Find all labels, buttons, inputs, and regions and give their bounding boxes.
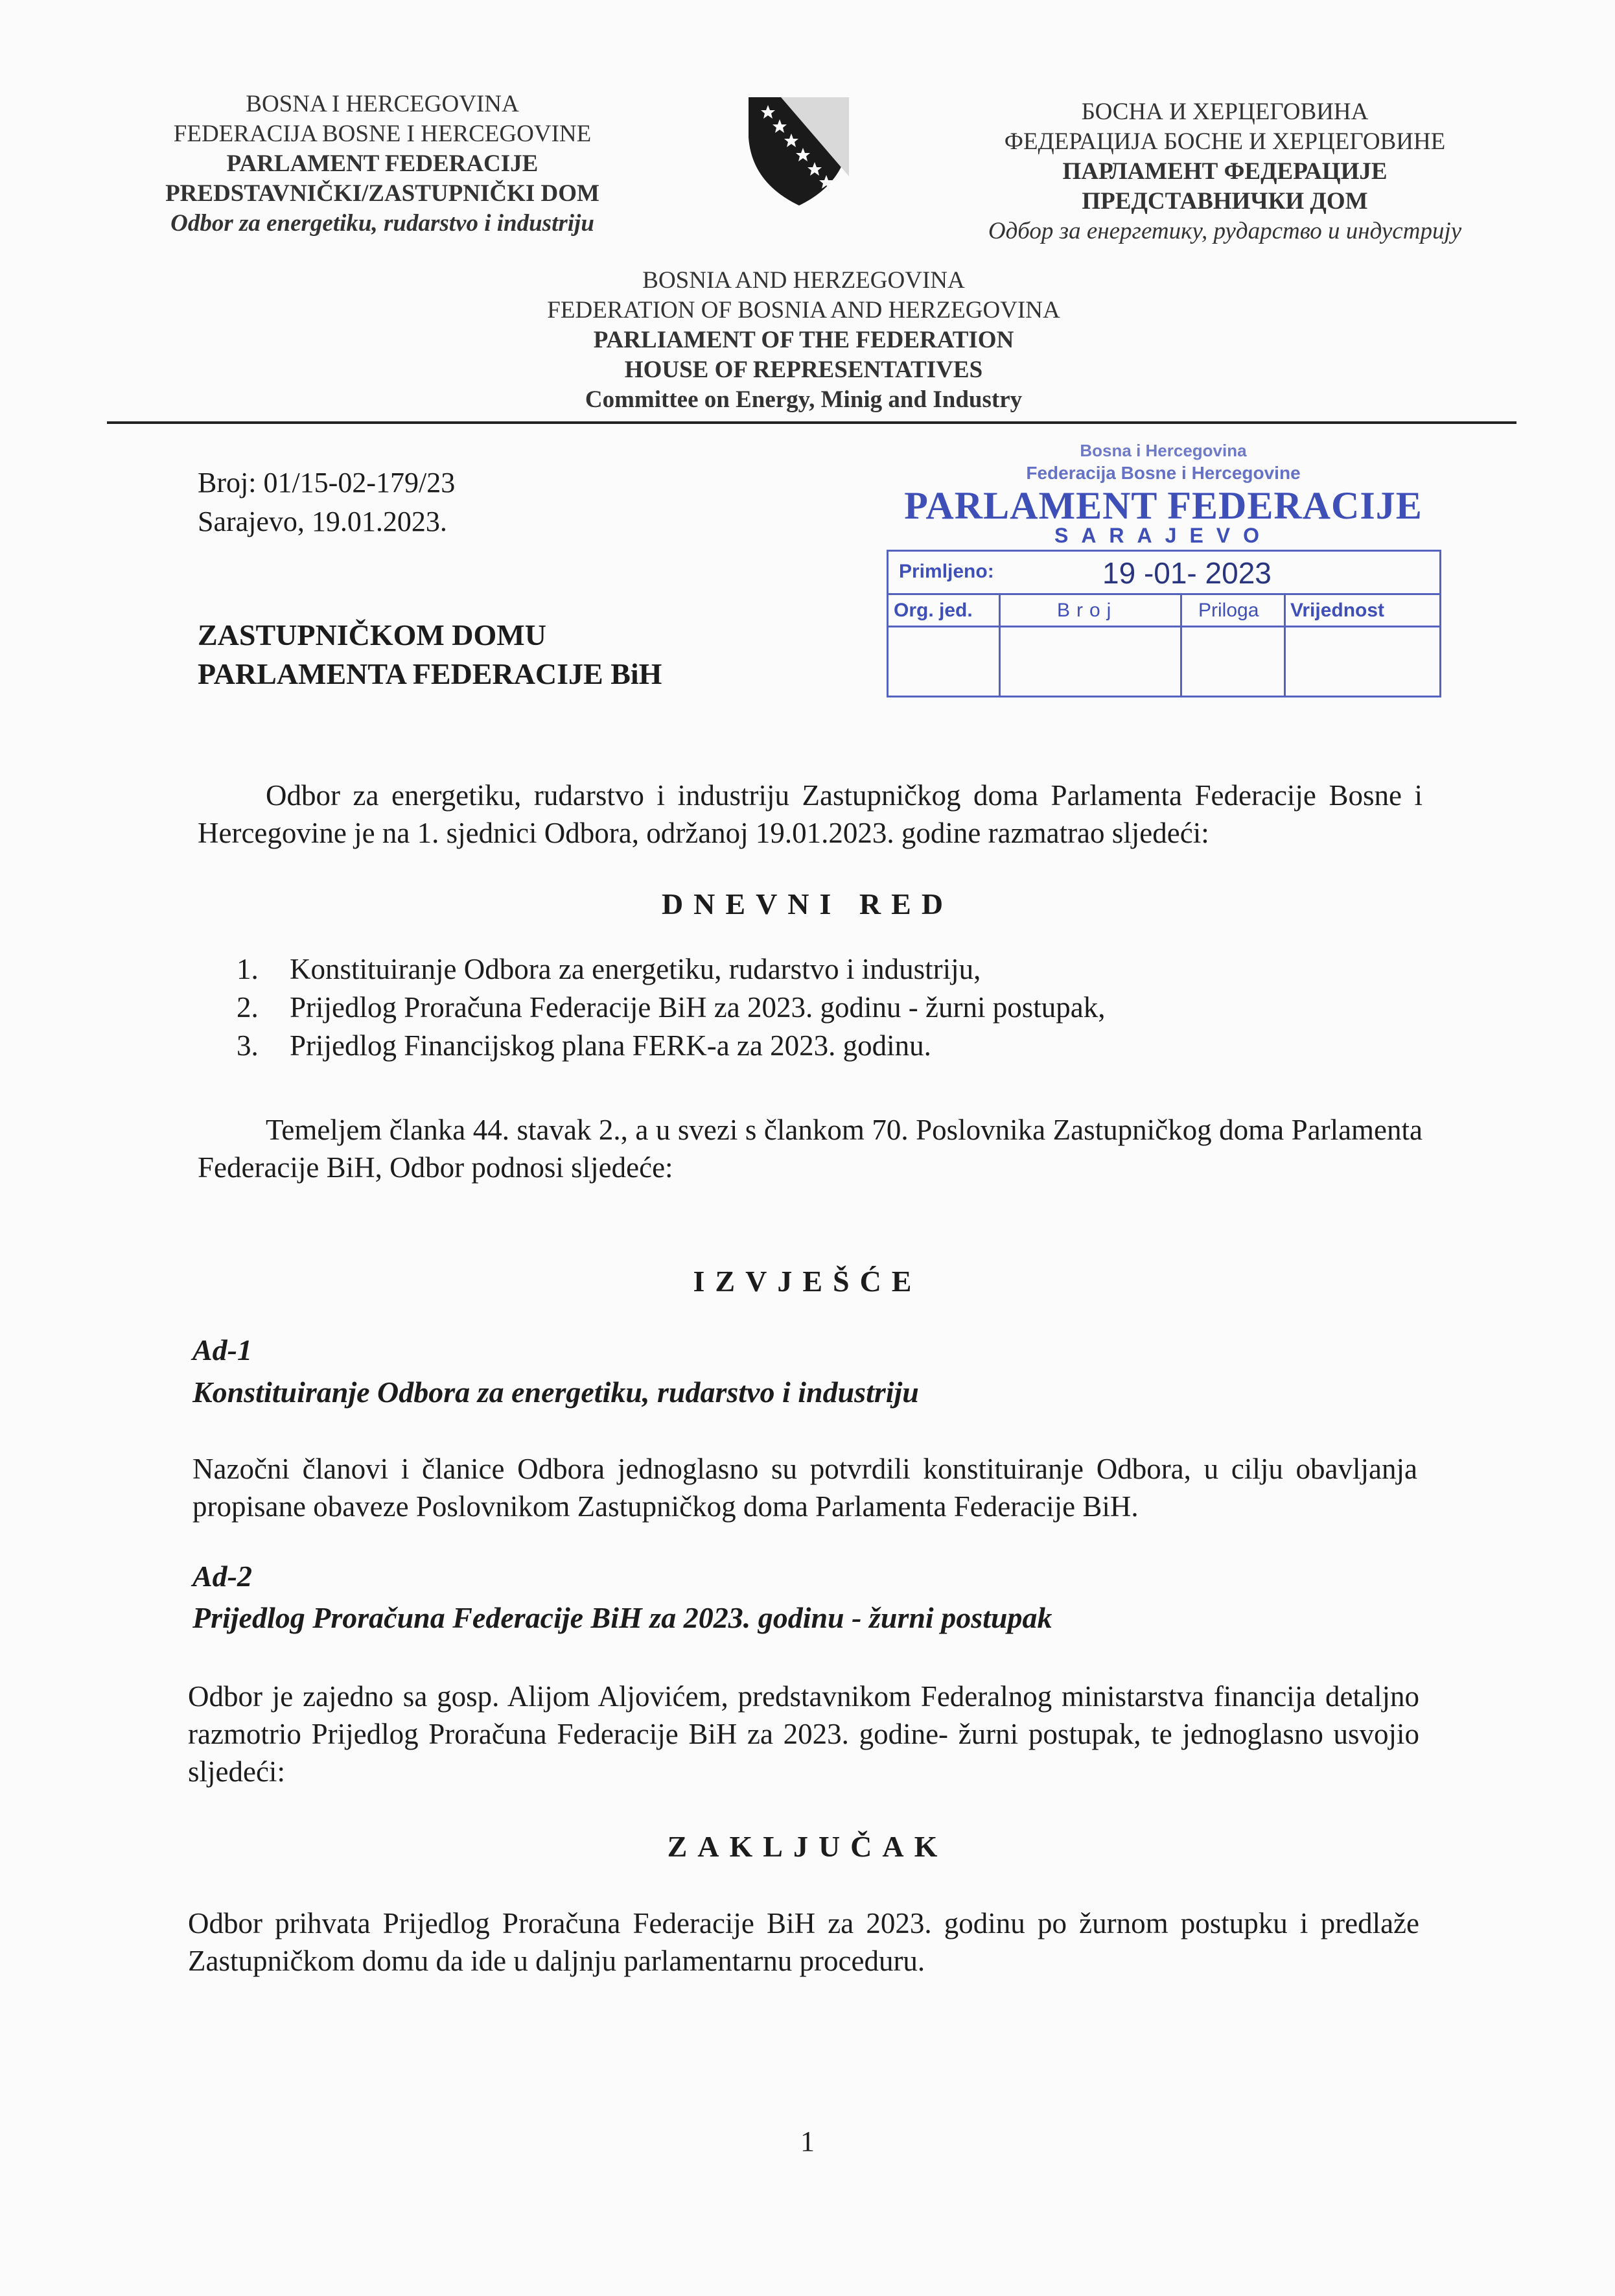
stamp-city: SARAJEVO (1054, 524, 1273, 547)
agenda-item: 3. Prijedlog Financijskog plana FERK-a za 2023. godinu. (237, 1029, 931, 1062)
received-stamp (881, 441, 1445, 707)
addressee (198, 616, 662, 694)
agenda-item: 2. Prijedlog Proračuna Federacije BiH za 2023. godinu - žurni postupak, (237, 991, 1106, 1024)
stamp-table (887, 550, 1441, 697)
ad1-title: Konstituiranje Odbora za energetiku, rudarstvo i industriju (192, 1376, 919, 1409)
header-house-cyr: ПРЕДСТАВНИЧКИ ДОМ (1082, 188, 1368, 215)
stamp-received-date: 19 -01- 2023 (1102, 556, 1272, 590)
conclusion-title: ZAKLJUČAK (667, 1830, 948, 1863)
ad2-label: Ad-2 (192, 1560, 252, 1593)
header-country-en: BOSNIA AND HERZEGOVINA (642, 267, 965, 294)
header-federation-cyr: ФЕДЕРАЦИЈА БОСНЕ И ХЕРЦЕГОВИНЕ (1004, 128, 1446, 155)
document-number: Broj: 01/15-02-179/23 (198, 467, 456, 498)
addressee-line1: ZASTUPNIČKOM DOMU (198, 618, 546, 651)
header-country: BOSNA I HERCEGOVINA (246, 91, 519, 117)
header-committee: Odbor za energetiku, rudarstvo i industriju (170, 210, 594, 237)
stamp-col-org: Org. jed. (894, 600, 973, 621)
document-meta (198, 463, 455, 541)
ad2-text: Odbor je zajedno sa gosp. Alijom Aljovićem, predstavnikom Federalnog ministarstva financija detaljno razmotrio Prijedlog Proračuna Federacije BiH za 2023. godine- žurni postupak, te jednoglasno usvojio sljedeći: (188, 1680, 1419, 1788)
stamp-parliament: PARLAMENT FEDERACIJE (904, 484, 1423, 527)
ad2-title: Prijedlog Proračuna Federacije BiH za 2023. godinu - žurni postupak (192, 1601, 1052, 1634)
stamp-country: Bosna i Hercegovina (1080, 441, 1247, 460)
header-english (480, 266, 1128, 415)
intro-paragraph: Odbor za energetiku, rudarstvo i industriju Zastupničkog doma Parlamenta Federacije Bosne i Hercegovine je na 1. sjednici Odbora, održanoj 19.01.2023. godine razmatrao sljedeći: (198, 779, 1423, 849)
header-federation: FEDERACIJA BOSNE I HERCEGOVINE (173, 121, 592, 147)
basis-paragraph: Temeljem članka 44. stavak 2., a u svezi s člankom 70. Poslovnika Zastupničkog doma Parlamenta Federacije BiH, Odbor podnosi sljedeće: (198, 1114, 1423, 1184)
header-house: PREDSTAVNIČKI/ZASTUPNIČKI DOM (165, 180, 599, 207)
header-cyrillic (933, 97, 1516, 246)
report-title: IZVJEŠĆE (693, 1265, 922, 1298)
page-number: 1 (800, 2126, 815, 2157)
coat-of-arms-icon (742, 92, 855, 209)
agenda-item: 1. Konstituiranje Odbora za energetiku, rudarstvo i industriju, (237, 953, 981, 985)
stamp-col-number: Broj (1057, 600, 1118, 621)
agenda-list (237, 950, 1105, 1065)
stamp-federation: Federacija Bosne i Hercegovine (1026, 463, 1301, 483)
header-committee-cyr: Одбор за енергетику, рударство и индустрију (988, 218, 1462, 244)
document-place-date: Sarajevo, 19.01.2023. (198, 506, 447, 537)
header-federation-en: FEDERATION OF BOSNIA AND HERZEGOVINA (547, 297, 1060, 323)
ad1-label: Ad-1 (192, 1333, 252, 1366)
conclusion-text: Odbor prihvata Prijedlog Proračuna Federacije BiH za 2023. godinu po žurnom postupku i predlaže Zastupničkom domu da ide u daljnju parlamentarnu proceduru. (188, 1907, 1419, 1977)
header-parliament: PARLAMENT FEDERACIJE (226, 150, 539, 177)
header-committee-en: Committee on Energy, Minig and Industry (585, 386, 1023, 413)
header-latin (123, 89, 642, 239)
header-house-en: HOUSE OF REPRESENTATIVES (624, 357, 983, 383)
stamp-received-label: Primljeno: (899, 561, 994, 582)
agenda-title: DNEVNI RED (661, 887, 954, 920)
addressee-line2: PARLAMENTA FEDERACIJE BiH (198, 657, 662, 690)
stamp-col-attachments: Priloga (1198, 600, 1259, 621)
stamp-col-value: Vrijednost (1290, 600, 1385, 621)
ad1-text: Nazočni članovi i članice Odbora jednoglasno su potvrdili konstituiranje Odbora, u cilju obavljanja propisane obaveze Poslovnikom Zastupničkog doma Parlamenta Federacije BiH. (192, 1453, 1417, 1523)
header-parliament-en: PARLIAMENT OF THE FEDERATION (593, 327, 1014, 353)
header-country-cyr: БОСНА И ХЕРЦЕГОВИНА (1081, 99, 1369, 125)
header-parliament-cyr: ПАРЛАМЕНТ ФЕДЕРАЦИЈЕ (1062, 158, 1388, 185)
header-divider (107, 421, 1516, 424)
